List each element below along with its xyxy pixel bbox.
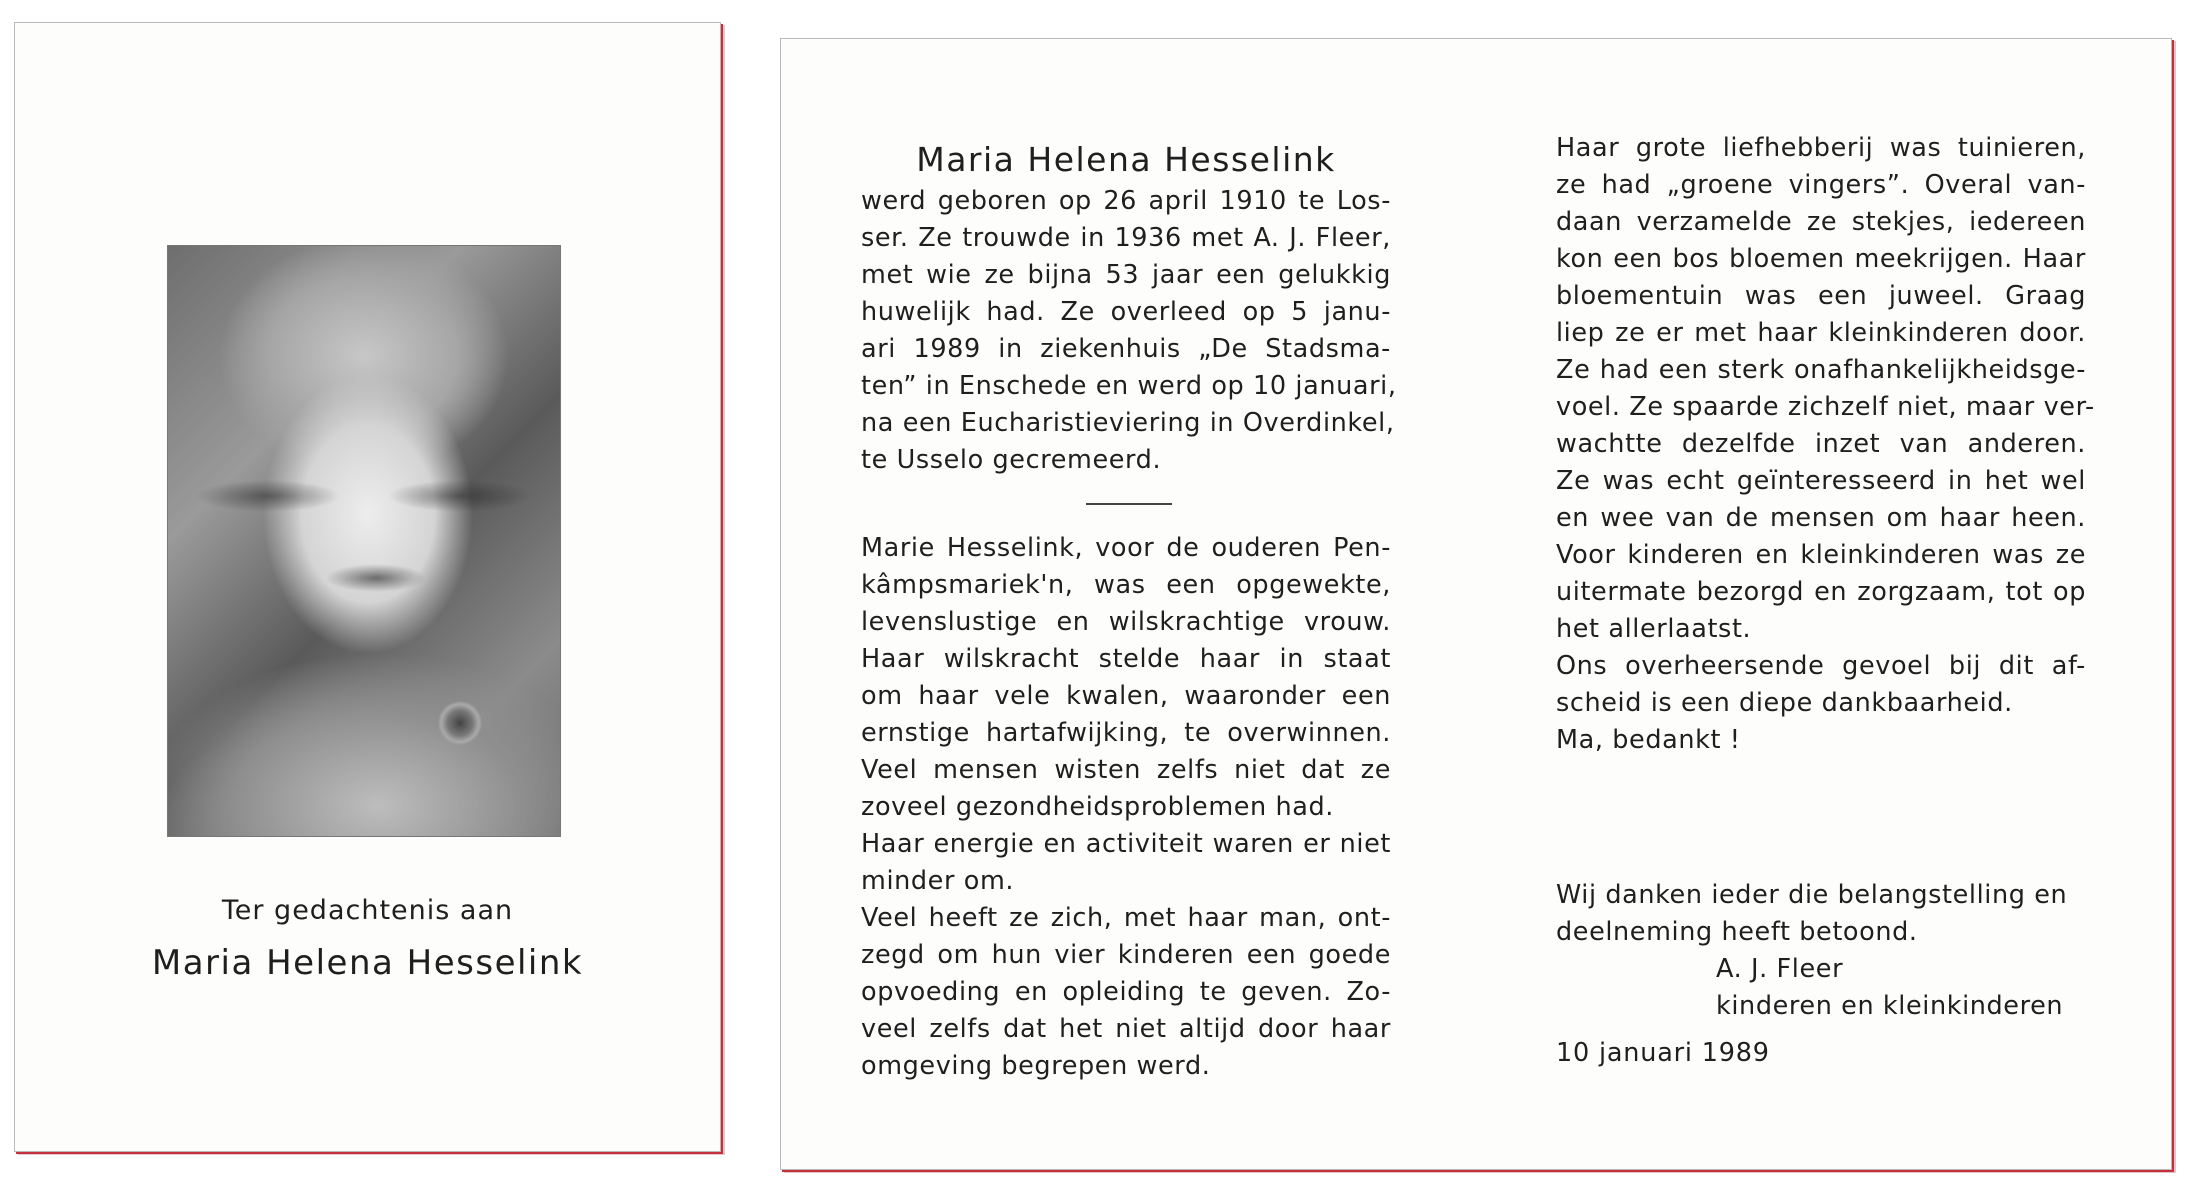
section-divider	[1086, 503, 1172, 505]
body-line: ernstige hartafwijking, te overwinnen.	[861, 718, 1391, 748]
closing-date: 10 januari 1989	[1556, 1038, 1770, 1068]
body-line: wachtte dezelfde inzet van anderen.	[1556, 429, 2086, 459]
body-line: Haar wilskracht stelde haar in staat	[861, 644, 1391, 674]
body-line: liep ze er met haar kleinkinderen door.	[1556, 318, 2086, 348]
thanks-block	[1556, 877, 2086, 1025]
brooch-detail	[438, 701, 482, 745]
body-line: Ze was echt geïnteresseerd in het wel	[1556, 466, 2086, 496]
body-line: kâmpsmariek'n, was een opgewekte,	[861, 570, 1391, 600]
body-line: daan verzamelde ze stekjes, iedereen	[1556, 207, 2086, 237]
body-line: ze had „groene vingers”. Overal van-	[1556, 170, 2086, 200]
body-line: kon een bos bloemen meekrijgen. Haar	[1556, 244, 2086, 274]
body-line: opvoeding en opleiding te geven. Zo-	[861, 977, 1391, 1007]
front-subtitle: Ter gedachtenis aan	[221, 895, 514, 926]
body-line: omgeving begrepen werd.	[861, 1051, 1211, 1081]
body-line: het allerlaatst.	[1556, 614, 1752, 644]
body-line: zoveel gezondheidsproblemen had.	[861, 792, 1335, 822]
inside-heading: Maria Helena Hesselink	[916, 140, 1336, 179]
left-column-intro	[861, 137, 1397, 479]
body-line: levenslustige en wilskrachtige vrouw.	[861, 607, 1391, 637]
body-line: Haar grote liefhebberij was tuinieren,	[1556, 133, 2086, 163]
body-line: Marie Hesselink, voor de ouderen Pen-	[861, 533, 1391, 563]
intro-line: ten” in Enschede en werd op 10 januari,	[861, 371, 1397, 401]
body-line: en wee van de mensen om haar heen.	[1556, 503, 2086, 533]
intro-line: te Usselo gecremeerd.	[861, 445, 1162, 475]
body-line: scheid is een diepe dankbaarheid.	[1556, 688, 2013, 718]
body-line: bloementuin was een juweel. Graag	[1556, 281, 2086, 311]
intro-line: na een Eucharistieviering in Overdinkel,	[861, 408, 1395, 438]
body-line: Veel heeft ze zich, met haar man, ont-	[861, 903, 1391, 933]
body-line: Voor kinderen en kleinkinderen was ze	[1556, 540, 2086, 570]
body-line: Ons overheersende gevoel bij dit af-	[1556, 651, 2086, 681]
signature-line: kinderen en kleinkinderen	[1716, 991, 2064, 1021]
memorial-card-front	[14, 22, 721, 1152]
intro-line: werd geboren op 26 april 1910 te Los-	[861, 186, 1391, 216]
body-line: Ze had een sterk onafhankelijkheidsge-	[1556, 355, 2086, 385]
body-line: uitermate bezorgd en zorgzaam, tot op	[1556, 577, 2086, 607]
intro-line: met wie ze bijna 53 jaar een gelukkig	[861, 260, 1391, 290]
memorial-card-inside	[780, 38, 2172, 1170]
body-line: minder om.	[861, 866, 1015, 896]
thanks-line: deelneming heeft betoond.	[1556, 917, 1918, 947]
intro-line: huwelijk had. Ze overleed op 5 janu-	[861, 297, 1391, 327]
thanks-line: Wij danken ieder die belangstelling en	[1556, 880, 2068, 910]
right-column-body	[1556, 130, 2095, 759]
left-column-body	[861, 530, 1391, 1085]
body-line: Haar energie en activiteit waren er niet	[861, 829, 1391, 859]
body-line: voel. Ze spaarde zichzelf niet, maar ver-	[1556, 392, 2095, 422]
body-line: Veel mensen wisten zelfs niet dat ze	[861, 755, 1391, 785]
portrait-photo	[167, 245, 561, 837]
signature-line: A. J. Fleer	[1716, 954, 1844, 984]
intro-line: ser. Ze trouwde in 1936 met A. J. Fleer,	[861, 223, 1391, 253]
body-line: zegd om hun vier kinderen een goede	[861, 940, 1391, 970]
intro-line: ari 1989 in ziekenhuis „De Stadsma-	[861, 334, 1391, 364]
body-line: om haar vele kwalen, waaronder een	[861, 681, 1391, 711]
body-line: Ma, bedankt !	[1556, 725, 1741, 755]
body-line: veel zelfs dat het niet altijd door haar	[861, 1014, 1391, 1044]
front-name: Maria Helena Hesselink	[151, 943, 584, 983]
